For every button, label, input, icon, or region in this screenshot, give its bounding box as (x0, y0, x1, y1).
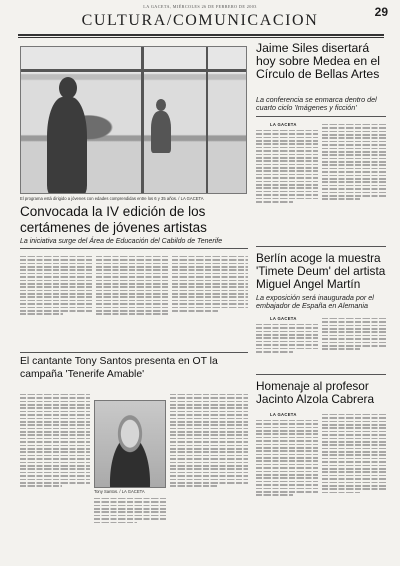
berlin-body-col-2 (322, 316, 386, 370)
jaime-byline: LA GACETA (270, 122, 297, 127)
lead-rule (20, 248, 248, 249)
tony-photo-caption: Tony Santos. / LA GACETA (94, 489, 145, 494)
jaime-rule (256, 116, 386, 117)
masthead-rule-thin (18, 37, 384, 38)
lead-body-col-3 (172, 254, 248, 348)
jaime-body-col-2 (322, 122, 386, 244)
tony-body-col-2 (94, 496, 166, 542)
lead-subheadline: La iniciativa surge del Área de Educación del Cabildo de Tenerife (20, 238, 223, 245)
homenaje-rule (256, 374, 386, 375)
lead-body-col-1 (20, 254, 92, 348)
jaime-headline: Jaime Siles disertará hoy sobre Medea en el Círculo de Bellas Artes (256, 41, 380, 81)
lead-photo (20, 46, 247, 194)
tony-santos-photo (94, 400, 166, 488)
lead-headline: Convocada la IV edición de los certámenes de jóvenes artistas (20, 204, 207, 235)
tony-headline: El cantante Tony Santos presenta en OT la campaña 'Tenerife Amable' (20, 356, 218, 380)
jaime-body-col-1 (256, 128, 318, 244)
berlin-subheadline: La exposición será inaugurada por el embajador de España en Alemania (256, 293, 374, 311)
berlin-headline: Berlín acoge la muestra 'Timete Deum' del artista Miguel Angel Martín (256, 251, 386, 291)
tony-rule (20, 352, 248, 353)
berlin-byline: LA GACETA (270, 316, 297, 321)
lead-body-col-2 (96, 254, 168, 348)
homenaje-byline: LA GACETA (270, 412, 297, 417)
berlin-body-col-1 (256, 322, 318, 370)
tony-body-col-1 (20, 392, 90, 542)
lead-photo-caption: El programa está dirigido a jóvenes con edades comprendidas entre los 6 y 35 años. / LA GACETA (20, 196, 204, 201)
berlin-rule-top (256, 246, 386, 247)
page-number: 29 (374, 5, 388, 19)
homenaje-body-col-1 (256, 418, 318, 542)
masthead-rule (18, 34, 384, 36)
homenaje-headline: Homenaje al profesor Jacinto Alzola Cabrera (256, 379, 375, 406)
publication-line: LA GACETA, MIÉRCOLES 26 DE FEBRERO DE 2003 (143, 4, 257, 9)
jaime-subheadline: La conferencia se enmarca dentro del cuarto ciclo 'Imágenes y ficción' (256, 95, 377, 113)
homenaje-body-col-2 (322, 412, 386, 542)
section-title: CULTURA/COMUNICACION (81, 12, 319, 29)
tony-body-col-3 (170, 392, 248, 542)
